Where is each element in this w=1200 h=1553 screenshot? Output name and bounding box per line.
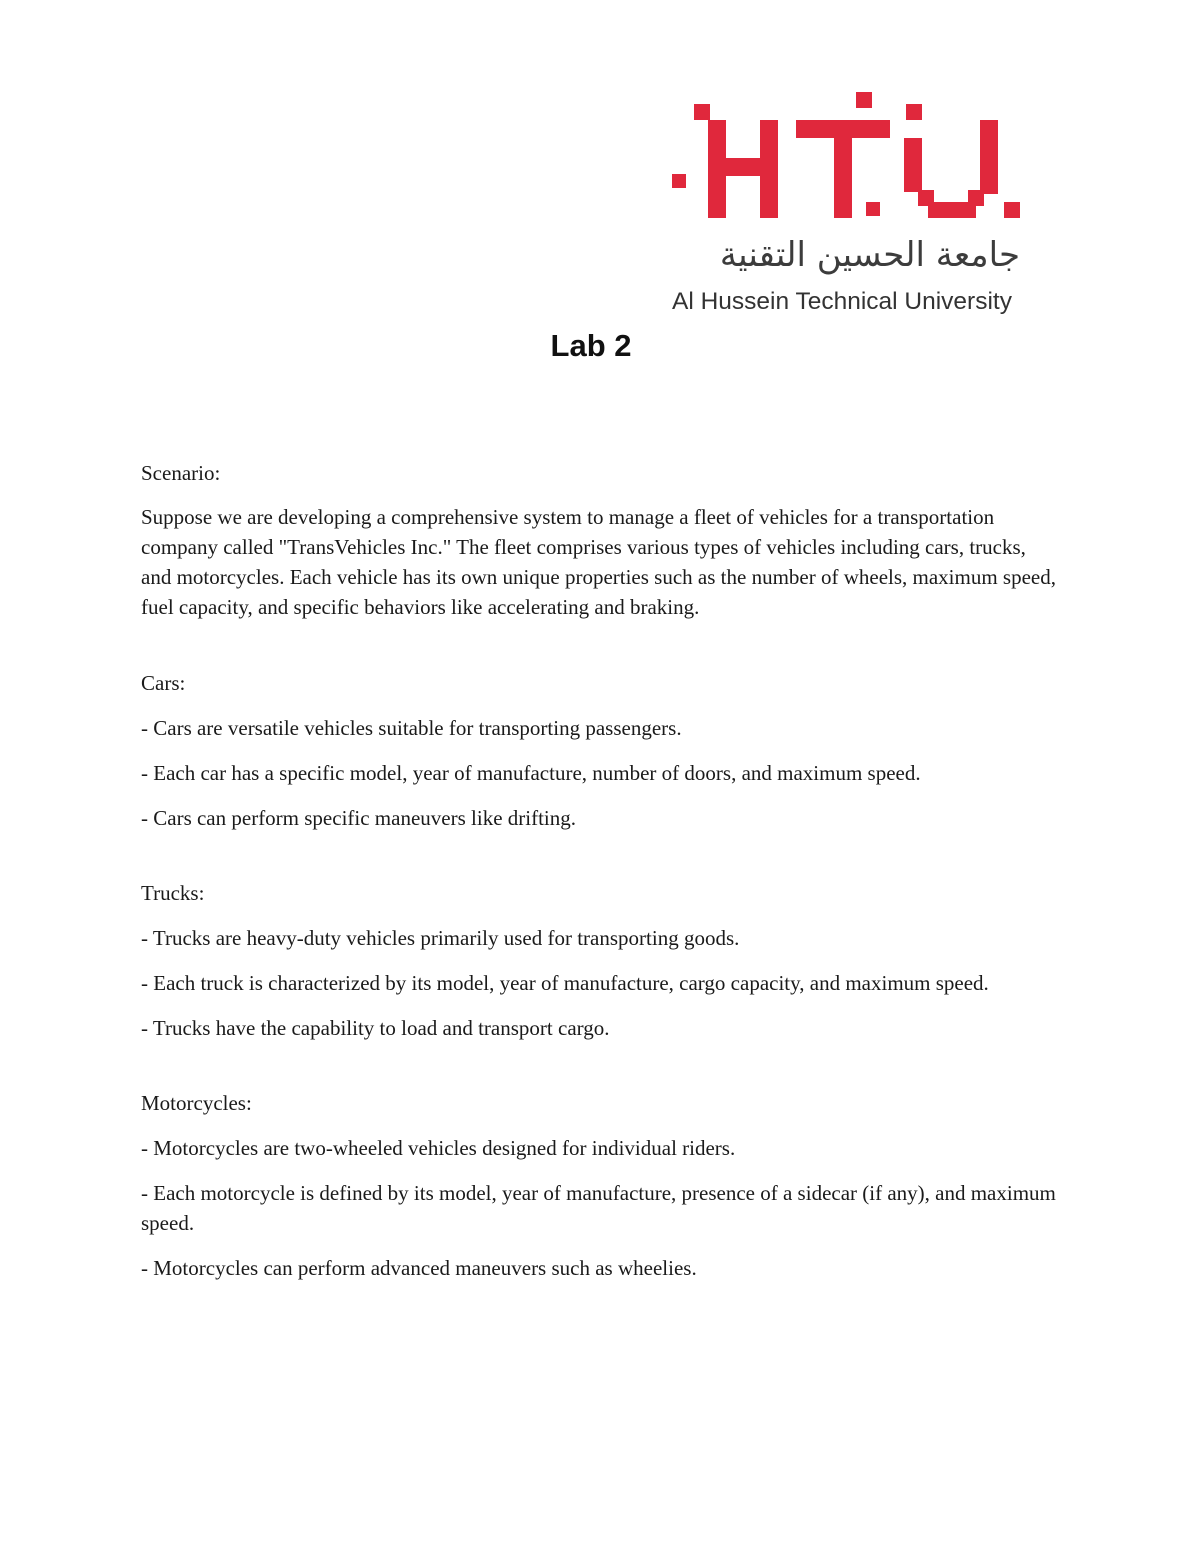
- motorcycles-heading: Motorcycles:: [141, 1091, 252, 1115]
- page-title: Lab 2: [550, 328, 632, 363]
- logo-arabic-name: جامعة الحسين التقنية: [719, 235, 1020, 275]
- cars-heading: Cars:: [141, 671, 186, 695]
- logo-english-name: Al Hussein Technical University: [672, 288, 1012, 315]
- scenario-heading: Scenario:: [141, 461, 221, 485]
- motorcycles-item: - Each motorcycle is defined by its model, year of manufacture, presence of a sidecar (if any), and maximum speed.: [141, 1181, 1056, 1235]
- document-body: [141, 458, 1061, 1283]
- trucks-item: - Each truck is characterized by its model, year of manufacture, cargo capacity, and maximum speed.: [141, 971, 989, 995]
- htu-logo: [668, 90, 1024, 322]
- trucks-item: - Trucks are heavy-duty vehicles primarily used for transporting goods.: [141, 926, 740, 950]
- scenario-paragraph: Suppose we are developing a comprehensive system to manage a fleet of vehicles for a transportation company called "TransVehicles Inc." The fleet comprises various types of vehicles including cars, trucks, and motorcycles. Each vehicle has its own unique properties such as the number of wheels, maximum speed, fuel capacity, and specific behaviors like accelerating and braking.: [141, 505, 1056, 619]
- trucks-item: - Trucks have the capability to load and transport cargo.: [141, 1016, 610, 1040]
- motorcycles-item: - Motorcycles can perform advanced maneuvers such as wheelies.: [141, 1256, 697, 1280]
- motorcycles-item: - Motorcycles are two-wheeled vehicles designed for individual riders.: [141, 1136, 736, 1160]
- cars-item: - Each car has a specific model, year of manufacture, number of doors, and maximum speed.: [141, 761, 921, 785]
- cars-item: - Cars are versatile vehicles suitable for transporting passengers.: [141, 716, 682, 740]
- cars-item: - Cars can perform specific maneuvers like drifting.: [141, 806, 577, 830]
- htu-logo-mark: [668, 90, 1024, 230]
- trucks-heading: Trucks:: [141, 881, 205, 905]
